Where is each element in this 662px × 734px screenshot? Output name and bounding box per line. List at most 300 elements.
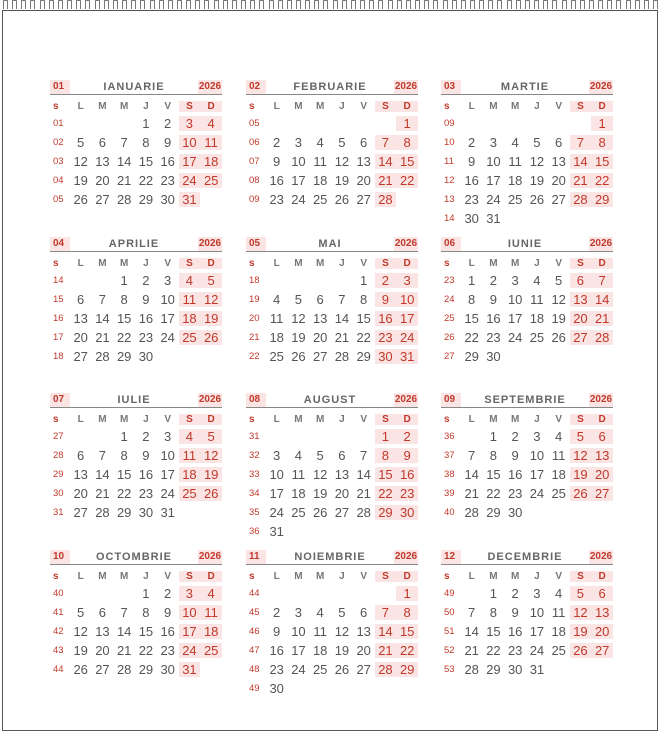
day-cell: 6 [591, 586, 613, 601]
day-cell: 5 [570, 429, 592, 444]
month-number: 02 [246, 80, 266, 94]
weekday-label: L [468, 257, 475, 269]
day-cell: 13 [356, 154, 371, 169]
week-row [246, 290, 418, 309]
binding-ring [406, 0, 411, 9]
weekday-label: J [339, 570, 345, 582]
day-cell: 18 [529, 311, 545, 326]
day-cell: 31 [269, 524, 284, 539]
week-row [50, 660, 222, 679]
weekday-label: L [273, 257, 280, 269]
day-cell: 24 [486, 192, 501, 207]
day-cell: 17 [486, 173, 501, 188]
week-row [441, 271, 613, 290]
day-cell: 25 [200, 643, 222, 658]
month-name: NOIEMBRIE [294, 551, 366, 563]
week-number: 31 [249, 431, 260, 442]
day-cell: 27 [551, 192, 566, 207]
day-cell: 24 [160, 330, 175, 345]
weekday-label: S [375, 258, 397, 269]
weekday-header-row [50, 568, 222, 584]
weekday-label: M [511, 570, 520, 582]
day-cell: 22 [116, 330, 132, 345]
day-cell: 15 [138, 624, 154, 639]
day-cell: 24 [179, 173, 201, 188]
binding-ring [140, 0, 145, 9]
week-label: s [444, 570, 450, 582]
day-cell: 23 [396, 486, 418, 501]
weekday-label: L [273, 570, 280, 582]
binding-ring [351, 0, 356, 9]
month-name: IULIE [117, 394, 151, 406]
day-cell: 14 [375, 154, 397, 169]
week-row [441, 347, 613, 366]
weekday-label: M [120, 257, 129, 269]
week-row [441, 641, 613, 660]
day-cell: 22 [138, 173, 154, 188]
week-number: 49 [444, 588, 455, 599]
weekday-label: M [294, 570, 303, 582]
day-cell: 23 [138, 330, 154, 345]
day-cell: 27 [312, 349, 328, 364]
weekday-label: J [534, 100, 540, 112]
day-cell: 12 [570, 448, 592, 463]
binding-ring [598, 0, 603, 9]
binding-ring [58, 0, 63, 9]
day-cell: 13 [312, 311, 328, 326]
week-number: 08 [249, 175, 260, 186]
month-year: 2026 [394, 394, 418, 405]
weekday-label: M [316, 100, 325, 112]
day-cell: 2 [396, 429, 418, 444]
week-row [441, 328, 613, 347]
day-cell: 5 [200, 273, 222, 288]
weekday-label: J [339, 413, 345, 425]
binding-ring [589, 0, 594, 9]
day-cell: 26 [73, 662, 88, 677]
day-cell: 24 [291, 662, 306, 677]
week-number: 03 [53, 156, 64, 167]
weekday-header-row [246, 255, 418, 271]
weekday-label: S [375, 571, 397, 582]
week-number: 48 [249, 664, 260, 675]
weekday-label: M [511, 257, 520, 269]
day-cell: 24 [529, 643, 545, 658]
month-name: AUGUST [303, 394, 357, 406]
month-number: 05 [246, 237, 266, 251]
day-cell: 28 [570, 192, 592, 207]
day-cell: 6 [98, 135, 107, 150]
day-cell: 7 [591, 273, 613, 288]
month-header [246, 80, 418, 95]
day-cell: 26 [529, 192, 545, 207]
binding-ring [507, 0, 512, 9]
day-cell: 4 [294, 448, 303, 463]
week-number: 38 [444, 469, 455, 480]
binding-ring [552, 0, 557, 9]
weekday-label: L [273, 413, 280, 425]
week-number: 28 [53, 450, 64, 461]
weekday-label: J [534, 570, 540, 582]
week-number: 02 [53, 137, 64, 148]
weekday-label: D [591, 414, 613, 425]
day-cell: 2 [273, 605, 281, 620]
month-year: 2026 [198, 81, 222, 92]
weekday-label: D [200, 258, 222, 269]
binding-ring [21, 0, 26, 9]
binding-ring [305, 0, 310, 9]
weekday-label: V [164, 570, 171, 582]
day-cell: 5 [77, 135, 85, 150]
day-cell: 1 [489, 586, 498, 601]
week-row [50, 271, 222, 290]
binding-ring [369, 0, 374, 9]
week-number: 18 [249, 275, 260, 286]
day-cell: 3 [179, 586, 201, 601]
day-cell: 19 [570, 624, 592, 639]
week-number: 10 [444, 137, 455, 148]
day-cell: 20 [73, 486, 88, 501]
day-cell: 5 [533, 135, 541, 150]
day-cell: 15 [356, 311, 371, 326]
day-cell: 10 [179, 605, 201, 620]
week-number: 24 [444, 294, 455, 305]
day-cell: 12 [312, 467, 328, 482]
day-cell: 5 [294, 292, 303, 307]
day-cell: 4 [179, 273, 201, 288]
day-cell: 19 [334, 643, 350, 658]
week-row [246, 484, 418, 503]
month-year: 2026 [198, 394, 222, 405]
binding-ring [443, 0, 448, 9]
binding-ring [214, 0, 219, 9]
day-cell: 17 [396, 311, 418, 326]
day-cell: 16 [269, 643, 284, 658]
day-cell: 22 [375, 486, 397, 501]
week-number: 52 [444, 645, 455, 656]
day-cell: 14 [116, 624, 132, 639]
binding-ring [296, 0, 301, 9]
day-cell: 13 [551, 154, 566, 169]
day-cell: 18 [551, 624, 566, 639]
day-cell: 11 [551, 605, 566, 620]
week-row [50, 114, 222, 133]
day-cell: 20 [73, 330, 88, 345]
day-cell: 15 [396, 624, 418, 639]
week-row [50, 603, 222, 622]
day-cell: 18 [312, 643, 328, 658]
weekday-label: V [360, 100, 367, 112]
day-cell: 1 [120, 429, 128, 444]
week-number: 36 [249, 526, 260, 537]
weekday-label: D [591, 571, 613, 582]
day-cell: 5 [338, 135, 346, 150]
weekday-label: M [489, 100, 498, 112]
month-block [246, 237, 418, 366]
day-cell: 19 [570, 467, 592, 482]
binding-ring [85, 0, 90, 9]
weekday-label: S [570, 571, 592, 582]
day-cell: 20 [551, 173, 566, 188]
week-number: 31 [53, 507, 64, 518]
month-name: DECEMBRIE [487, 551, 563, 563]
week-number: 30 [53, 488, 64, 499]
binding-ring [241, 0, 246, 9]
day-cell: 21 [591, 311, 613, 326]
day-cell: 17 [160, 311, 175, 326]
week-row [246, 503, 418, 522]
day-cell: 29 [464, 349, 479, 364]
weekday-label: J [339, 100, 345, 112]
day-cell: 16 [464, 173, 479, 188]
weekday-label: L [468, 413, 475, 425]
day-cell: 3 [533, 586, 541, 601]
day-cell: 17 [291, 643, 306, 658]
binding-ring [397, 0, 402, 9]
day-cell: 7 [120, 605, 128, 620]
month-header [246, 393, 418, 408]
month-name: OCTOMBRIE [95, 551, 173, 563]
month-header [246, 237, 418, 252]
week-row [441, 290, 613, 309]
binding-ring [461, 0, 466, 9]
day-cell: 8 [375, 448, 397, 463]
day-cell: 14 [95, 467, 110, 482]
binding-ring [479, 0, 484, 9]
week-row [441, 309, 613, 328]
week-number: 42 [53, 626, 64, 637]
day-cell: 2 [164, 116, 172, 131]
day-cell: 22 [486, 486, 501, 501]
week-number: 53 [444, 664, 455, 675]
week-row [441, 190, 613, 209]
day-cell: 25 [529, 330, 545, 345]
day-cell: 8 [396, 135, 418, 150]
binding-ring [415, 0, 420, 9]
month-name: FEBRUARIE [293, 81, 367, 93]
day-cell: 8 [489, 605, 498, 620]
week-number: 47 [249, 645, 260, 656]
binding-ring [388, 0, 393, 9]
day-cell: 14 [464, 467, 479, 482]
day-cell: 6 [77, 292, 85, 307]
day-cell: 30 [486, 349, 501, 364]
week-row [441, 465, 613, 484]
day-cell: 5 [570, 586, 592, 601]
day-cell: 12 [73, 154, 88, 169]
day-cell: 11 [530, 292, 544, 307]
day-cell: 13 [73, 467, 88, 482]
weekday-header-row [246, 98, 418, 114]
month-number: 11 [246, 550, 266, 564]
day-cell: 19 [200, 311, 222, 326]
day-cell: 25 [551, 486, 566, 501]
day-cell: 28 [334, 349, 350, 364]
day-cell: 9 [468, 154, 476, 169]
day-cell: 9 [142, 292, 150, 307]
day-cell: 15 [464, 311, 479, 326]
day-cell: 21 [375, 173, 397, 188]
day-cell: 29 [486, 505, 501, 520]
month-number: 07 [50, 393, 70, 407]
month-number: 09 [441, 393, 461, 407]
binding-ring [360, 0, 365, 9]
day-cell: 9 [164, 135, 172, 150]
day-cell: 26 [200, 330, 222, 345]
week-number: 34 [249, 488, 260, 499]
day-cell: 4 [511, 135, 519, 150]
day-cell: 28 [116, 662, 132, 677]
binding-ring [323, 0, 328, 9]
weekday-label: D [591, 258, 613, 269]
day-cell: 13 [334, 467, 350, 482]
day-cell: 3 [489, 135, 498, 150]
day-cell: 18 [200, 154, 222, 169]
day-cell: 14 [116, 154, 132, 169]
day-cell: 10 [291, 154, 306, 169]
day-cell: 11 [200, 605, 222, 620]
month-block [441, 80, 613, 228]
day-cell: 6 [338, 448, 346, 463]
weekday-label: V [555, 257, 562, 269]
day-cell: 23 [507, 643, 523, 658]
weekday-label: D [200, 571, 222, 582]
week-number: 27 [444, 351, 455, 362]
day-cell: 11 [313, 624, 327, 639]
binding-ring [424, 0, 429, 9]
day-cell: 4 [316, 605, 324, 620]
day-cell: 15 [375, 467, 397, 482]
day-cell: 9 [142, 448, 150, 463]
weekday-label: V [555, 570, 562, 582]
binding-ring [223, 0, 228, 9]
day-cell: 26 [200, 486, 222, 501]
day-cell: 13 [570, 292, 592, 307]
week-number: 20 [249, 313, 260, 324]
day-cell: 8 [120, 292, 128, 307]
week-label: s [53, 100, 59, 112]
binding-ring [12, 0, 17, 9]
week-row [246, 190, 418, 209]
month-year: 2026 [589, 394, 613, 405]
binding-ring [287, 0, 292, 9]
day-cell: 13 [356, 624, 371, 639]
day-cell: 5 [77, 605, 85, 620]
day-cell: 25 [507, 192, 523, 207]
day-cell: 10 [269, 467, 284, 482]
month-block [441, 393, 613, 522]
binding-ring [516, 0, 521, 9]
week-row [246, 446, 418, 465]
day-cell: 25 [291, 505, 306, 520]
day-cell: 8 [468, 292, 476, 307]
day-cell: 27 [356, 192, 371, 207]
binding-ring [607, 0, 612, 9]
day-cell: 9 [511, 448, 519, 463]
weekday-label: L [273, 100, 280, 112]
day-cell: 2 [164, 586, 172, 601]
month-block [50, 237, 222, 366]
day-cell: 1 [142, 586, 150, 601]
week-label: s [444, 257, 450, 269]
binding-ring [488, 0, 493, 9]
binding-ring [259, 0, 264, 9]
weekday-header-row [246, 411, 418, 427]
day-cell: 10 [291, 624, 306, 639]
day-cell: 27 [356, 662, 371, 677]
week-row [246, 133, 418, 152]
day-cell: 4 [316, 135, 324, 150]
binding-ring [122, 0, 127, 9]
binding-ring [626, 0, 631, 9]
day-cell: 7 [120, 135, 128, 150]
day-cell: 29 [591, 192, 613, 207]
month-year: 2026 [589, 81, 613, 92]
binding-ring [497, 0, 502, 9]
day-cell: 22 [591, 173, 613, 188]
day-cell: 15 [591, 154, 613, 169]
day-cell: 5 [200, 429, 222, 444]
day-cell: 2 [468, 135, 476, 150]
day-cell: 29 [116, 349, 132, 364]
weekday-label: V [555, 100, 562, 112]
day-cell: 5 [338, 605, 346, 620]
day-cell: 17 [529, 624, 545, 639]
binding-ring [525, 0, 530, 9]
day-cell: 22 [396, 643, 418, 658]
day-cell: 31 [160, 505, 175, 520]
weekday-label: M [294, 413, 303, 425]
day-cell: 18 [269, 330, 284, 345]
day-cell: 21 [375, 643, 397, 658]
day-cell: 22 [464, 330, 479, 345]
binding-ring [95, 0, 100, 9]
day-cell: 16 [160, 624, 175, 639]
day-cell: 10 [160, 448, 175, 463]
day-cell: 19 [291, 330, 306, 345]
week-number: 01 [53, 118, 64, 129]
day-cell: 31 [179, 192, 201, 207]
week-number: 27 [53, 431, 64, 442]
day-cell: 27 [95, 662, 110, 677]
day-cell: 7 [570, 135, 592, 150]
day-cell: 19 [334, 173, 350, 188]
binding-ring [168, 0, 173, 9]
day-cell: 1 [468, 273, 476, 288]
weekday-label: M [316, 570, 325, 582]
week-number: 17 [53, 332, 64, 343]
binding-ring [580, 0, 585, 9]
month-block [50, 393, 222, 522]
month-block [246, 550, 418, 698]
day-cell: 10 [507, 292, 523, 307]
day-cell: 1 [396, 116, 418, 131]
week-number: 12 [444, 175, 455, 186]
binding-ring [378, 0, 383, 9]
day-cell: 30 [160, 662, 175, 677]
week-label: s [249, 257, 255, 269]
day-cell: 31 [179, 662, 201, 677]
day-cell: 24 [269, 505, 284, 520]
weekday-label: V [360, 413, 367, 425]
day-cell: 20 [570, 311, 592, 326]
month-block [441, 237, 613, 366]
week-number: 09 [444, 118, 455, 129]
binding-ring [452, 0, 457, 9]
day-cell: 25 [312, 192, 328, 207]
month-number: 10 [50, 550, 70, 564]
week-row [246, 465, 418, 484]
